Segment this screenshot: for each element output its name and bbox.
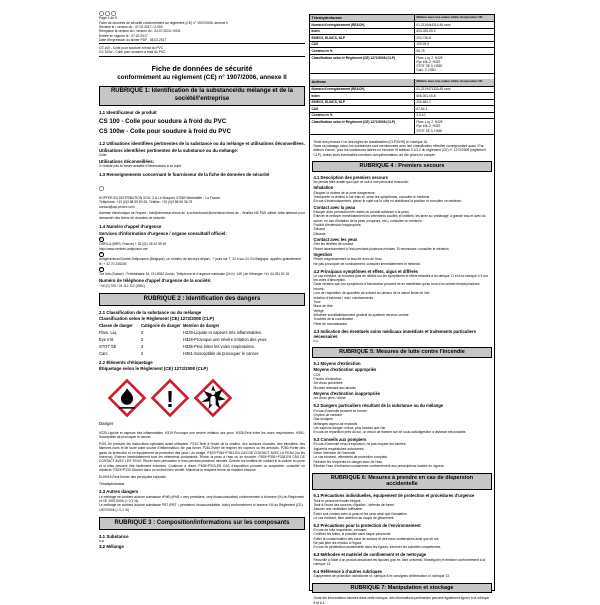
text-line: Éviter la contamination des eaux de surface et des eaux souterraines ainsi que du sol. [313,536,440,541]
classification-row [99,337,305,342]
cell: 67-64-1 [416,106,428,111]
section-4-header: RUBRIQUE 4 : Premiers secours [312,161,492,172]
text-line: Refroidir les récipients en danger avec de l'eau. [313,459,384,464]
personal-precaution-lines [314,499,491,521]
heading-3-1: 3.1 Substance [99,533,129,539]
cell: Contenu en % [310,113,415,119]
section-1-header: RUBRIQUE 1: Identification de la substance/du mélange et de la société/l'entreprise [99,86,305,106]
svg-text:!: ! [166,385,174,412]
header-meta-line: Date d'impression du fichier PDF : 08.02.2017 [99,37,167,42]
cell: 01-2119471330-49-xxxx [416,87,451,92]
classification-label: Classification selon le Règlement (CE) 1272/2008 (CLP) [310,119,415,133]
document-stamp-icons [99,11,305,16]
cell: 203-726-8 [416,35,431,40]
heading-inhalation: Inhalation [313,185,334,191]
text-line: En cas de fuite importante, colmater. [313,528,368,533]
ghs-exclamation-icon [151,379,189,417]
unsuitable-media-lines [314,396,491,400]
heading-6-1: 6.1 Précautions individuelles, équipement de protection et procédures d'urgence [313,493,475,499]
heading-1-3: 1.3 Renseignements concernant le fournisseur de la fiche de données de sécurité [99,172,270,178]
heading-2-2: 2.2 Éléments d'étiquetage [99,359,153,365]
emergency-line: Tox Info (Suisse) - Freiestrasse 16, CH-8032 Zurich. Téléphone et d'urgence nationale (24 h): 145 | de l'étranger +41 44 251 51 51 [99,272,290,277]
handling-storage-lines [314,596,491,605]
text-line: Éloigner la victime de la zone dangereuse. [313,190,376,195]
euh-statement: EUH019-Peut former des peroxydes explosifs. [99,474,167,479]
ingestion-lines [314,257,491,266]
text-line: En cas de répartition près du sol, un retour de flamme sur de sous-sols/digestion à distance est possible. [313,430,467,435]
substance-note: Matière avec une valeur limite d'exposition UE: [416,79,484,84]
heading-suitable-media: Moyens d'extinction appropriés [313,367,377,373]
text-line: Mélanges vapeur-air explosifs [313,421,358,426]
text-line: Toux [313,299,321,304]
cell: H335-Peut irriter les voies respiratoires. [183,344,255,350]
text-line: Appareils respiratoires autonomes. [313,446,365,451]
cell: CAS [310,42,415,48]
text-line: Le cas échéant, on trouvera plus de détails sur les symptômes et effets retardés à la rubrique 11 et à la rubrique 4.3 sur les voies d'absorption. [313,273,488,283]
text-line: En cas de pénétration accidentelle dans les égouts, informer les autorités compétentes. [313,545,442,550]
cell: 50-75 [416,49,425,53]
section-2-header: RUBRIQUE 2 : Identification des dangers [99,293,305,306]
cell: EINECS, ELINCS, NLP [310,35,415,41]
heading-identified-uses: Utilisations identifiées pertinentes de la substance ou du mélange: [99,147,239,153]
skin-lines [314,210,491,236]
document-subtitle: conformément au règlement (CE) n° 1907/2006, annexe II [117,73,287,81]
cell: Numéro d'enregistrement (REACH) [310,87,415,93]
text-line: Diluants [313,231,326,236]
emergency-belgium [99,257,305,266]
composition-note-line: Dans ce passage aussi, les substances sont mentionnées avec leur classification effective correspondant aussi ! Par ailleurs encore, pour les substances listées en l'annexe VI tableau 3.1/3.2 du règlement (CE) n° 1272/2008 (règlement CLP), toutes leurs éventuelles mentions complémentaires ont été prises en compte. [313,143,486,157]
heading-eye-contact: Contact avec les yeux [313,237,358,243]
hazard-statements: H225-Liquide et vapeurs très inflammables. H319-Provoque une sévère irritation des yeux. H335-Peut irriter les voies respiratoires. H351-Susceptible de provoquer le cancer. [99,430,305,440]
precautionary-statements: P201-Se procurer les instructions spéciales avant utilisation. P210-Tenir à l'écart de la chaleur, des surfaces chaudes, des étincelles, des flammes nues et de toute autre source d'inflammation. Ne pas fumer. P261-Éviter de respirer les vapeurs ou les aérosols. P280-Porter des gants de protection et un équipement de protection des yeux / du visage. P303+P361+P353-EN CAS DE CONTACT AVEC LA PEAU (ou les cheveux): Enlever immédiatement tous les vêtements contaminés. Rincer la peau à l'eau ou se doucher. P305+P351+P338-EN CAS DE CONTACT AVEC LES YEUX: Rincer avec précaution à l'eau pendant plusieurs minutes. Enlever les lentilles de contact si la victime en porte et si elles peuvent être facilement enlevées. Continuer à rincer. P308+P313-EN CAS d'exposition prouvée ou suspectée: consulter un médecin. P403+P233-Stocker dans un endroit bien ventilé. Maintenir le récipient fermé de manière étanche. [99,441,305,472]
text-line: Enlever et nettoyer immédiatement les vêtements souillés et imbibés; les laver au 'prélavage' à grande eau et avec du savon; en cas d'irritation de la peau (rougeurs, etc.), consulter un médecin. [313,214,486,223]
emergency-line: Antigifcentrum/Centre Antipoisons (Belgique), un numéro de secours départ : 7 jours sur 7, 24 h sur 24. En Belgique, appelez gratuitement le: + 32 70 245245 [99,257,301,266]
cell: H351-Susceptible de provoquer le cancer. [183,351,260,357]
text-line: Confiner les fuites, si possible sans risque personnel. [313,532,392,537]
cell: Contenu en % [310,48,415,54]
heading-1-2: 1.2 Utilisations identifiées pertinentes de la substance ou du mélange et utilisations déconseillées. [99,141,305,147]
ghs-pictograms [108,379,305,417]
text-line: Éviter tout contact avec la peau et les yeux ainsi que l'inhalation. [313,511,408,516]
product-name: CS 100w - Colle pour soudure à froid du PVC [99,127,232,135]
cell: Index [310,29,415,35]
classification-line: STOT SE 3, H336 [416,128,442,133]
emergency-line: http://www.centres-antipoison.net [99,246,148,251]
text-line: Dans certains cas, les symptômes d'intoxication peuvent ne se manifester qu'au bout d'un certain temps/plusieurs heures. [313,282,480,291]
supplier-info [99,196,305,209]
cell: Eye Irrit. [99,337,115,343]
document-title: Fiche de données de sécurité [151,63,253,73]
substance-name: Tétrahydrofurane [310,15,415,21]
classification-row [99,330,305,335]
heading-2-3: 2.3 Autres dangers [99,489,139,495]
section-6 [314,493,491,578]
supplier-line: contact@wp-protec.com [99,204,135,209]
advised-against-text: Il n'existe pas à l'heure actuelle d'informations à ce sujet. [99,164,182,169]
header-meta [99,21,305,43]
medical-attention-value: n.c. [313,339,319,343]
header-meta-line: Révisée le / version du : 07.02.2017 / 0.000 [99,24,163,29]
cell: Carc. [99,351,109,357]
header-product-line: CS 100w - Colle pour soudure à froid du PVC [99,49,166,54]
eye-lines [314,242,491,251]
special-hazard-lines [314,409,491,435]
flag-switzerland-icon: CH [99,268,103,271]
text-line: Influence sur/affaiblissement général du système nerveux central [313,312,409,317]
labelling-substance-note: Tétrahydrofurane [99,481,125,486]
divider [99,43,305,44]
heading-3-2: 3.2 Mélange [99,544,124,550]
text-line: Rincer abondamment à l'eau pendant plusieurs minutes. Si nécessaire, consulter le médecin. [313,246,450,251]
text-line: En cas d'évanouissement, placer le sujet sur le côté en stabilisant la position et consulter un médecin. [313,199,463,204]
flag-belgium-icon: B [100,253,103,256]
text-line: Jet d'eau pulvérisée [313,381,343,386]
heading-4-2: 4.2 Principaux symptômes et effets, aigus et différés [313,268,418,274]
text-line: Transporter la victime à l'air frais et, selon les symptômes, consulter le médecin. [313,195,431,200]
cell: 2 [141,337,144,343]
heading-clp-classification: Classification selon le Règlement (CE) 1272/2008 (CLP) [99,316,214,322]
header-meta-line: Remplace la version du / version du : 24.07.2015 / 0001 [99,29,181,34]
text-line: Équipement de protection individuelle cf. rubrique 8 et consignes d'élimination cf. rubrique 13. [313,574,450,579]
emergency-switzerland [99,272,305,276]
cell: 2,5-10 [416,113,426,118]
classification-line: Flam. Liq. 2, H225 [416,55,443,60]
substance-table-header [310,79,494,86]
ghs-flame-icon [108,379,146,417]
classification-line: Eye Irrit. 2, H319 [416,124,441,129]
section-7 [314,596,491,605]
text-line: Recueillir à l'aide d'un produit absorbant les liquides (par ex. liant universel, Kieselguhr) et éliminer conformément à la rubrique 13. [313,557,486,566]
cell: H319-Provoque une sévère irritation des yeux. [183,337,268,343]
classification-values [415,55,494,74]
text-line: Poudre d'extinction [313,377,342,382]
cell: 603-025-00-0 [416,29,436,34]
cell: Catégorie de danger [141,323,181,329]
text-line: Tenir à l'écart des sources d'ignition - défense de fumer. [313,502,395,507]
text-line: Vertige [313,308,324,313]
heading-6-4: 6.4 Référence à d'autres rubriques [313,568,382,574]
product-names [99,117,305,136]
text-line: Ne pas provoquer de vomissement, consulter immédiatement le médecin. [313,261,422,266]
text-line: Mousse résistant aux alcools [313,385,356,390]
header-meta-line: Entrée en vigueur le : 07.02.2017 [99,33,148,38]
heading-5-3: 5.3 Conseils aux pompiers [313,437,367,443]
cell: 200-662-2 [416,100,431,105]
heading-advised-against: Utilisations déconseillées: [99,158,155,164]
classification-table [99,323,305,356]
certification-stamp-icon [99,11,104,16]
section-5-header: RUBRIQUE 5: Mesures de lutte contre l'incendie [312,347,492,358]
supplier-logo-icon [99,186,104,191]
classification-line: STOT SE 3, H335 [416,64,442,69]
other-hazards [99,495,305,512]
classification-line: Flam. Liq. 2, H225 [416,120,443,124]
text-line: Rincer soigneusement la bouche avec de l'eau. [313,257,383,262]
company-phone: +49 (0) 700 / 24 112 112 (GBK) [99,283,145,288]
cell: 2 [141,330,144,336]
heading-2-1: 2.1 Classification de la substance ou du mélange [99,309,202,315]
section-6-header: RUBRIQUE 6: Mesures à prendre en cas de dispersion accidentelle [312,473,492,491]
heading-6-2: 6.2 Précautions pour la protection de l'environnement [313,522,421,528]
cell: Flam. Liq. [99,330,117,336]
environment-precaution-lines [314,528,491,550]
symptom-lines [314,274,491,326]
text-line: Gaz toxiques [313,417,333,422]
ghs-health-hazard-icon [194,379,232,417]
heading-6-3: 6.3 Méthodes et matériel de confinement et de nettoyage [313,552,427,558]
cleanup-lines [314,558,491,567]
other-hazard-line: Le mélange ne contient aucune substance PBT (PBT = persistent, bioaccumulative, toxic) conformément à l'annexe XIII du Règlement (CE) 1907/2006 (< 0,1 %). [99,503,303,512]
section-5 [314,361,491,468]
substance-rows [310,87,494,120]
substance-table-thf [310,15,494,74]
header-meta-line: Fiche de données de sécurité conformément au règlement (CE) n° 1907/2006, annexe II [99,20,229,25]
substance-name: Acétone [310,79,415,85]
substance-table-header [310,15,494,22]
text-line: Solvant [313,227,325,232]
heading-1-4: 1.4 Numéro d'appel d'urgence [99,224,162,230]
text-line: Tenir le personnel inutile éloigné. [313,498,362,503]
section-7-header: RUBRIQUE 7: Manipulation et stockage [312,583,492,594]
text-line: Ne pas jeter les résidus à l'égout. [313,541,363,546]
cell: Numéro d'enregistrement (REACH) [310,22,415,28]
text-line: Outre les informations fournies dans cette rubrique, des informations pertinentes peuvent également figurer à la rubrique 8 et 6.1. [313,596,490,605]
text-line: Jet d'eau plein / direct [313,396,346,401]
heading-4-3: 4.3 Indication des éventuels soins médicaux immédiats et traitements particuliers nécessaires [313,328,476,339]
substance-classification-row [310,119,494,133]
heading-emergency-services: Services d'information d'urgence / organe consultatif officiel: [99,230,227,236]
text-line: Le cas échéant, faire attention au risque de glissement. [313,515,395,520]
supplier-line: Téléphone: +33 (0)3 88 59 50 25, Téléfax: +33 (0)3 88 59 36 75 [99,200,193,205]
emergency-france [99,242,305,251]
text-line: Troubles de la coordination [313,317,354,322]
text-line: Selon l'étendue de l'incendie [313,451,356,456]
heading-company-phone: Numéro de téléphone d'appel d'urgence de la société: [99,278,212,284]
heading-5-2: 5.2 Dangers particuliers résultant de la substance ou du mélange [313,403,444,409]
classification-row [99,344,305,349]
text-line: Les vapeurs danger: mieux, plus lourdes que l'air [313,425,386,430]
page-2 [309,14,495,605]
cell: H225-Liquide et vapeurs très inflammables. [183,330,262,336]
cell: STOT SE [99,344,117,350]
expert-email-note: Adresse électronique de l'expert : info@chemical-check.de, k.schnurbusch@chemical-check.de - Veuillez NE PAS utiliser cette adresse pour demander des fiches de données de sécurité. [99,211,305,220]
section-3-header: RUBRIQUE 3 : Composition/informations sur les composants [99,517,305,530]
page-marker: Page 1 de 9 [99,16,117,21]
cell: Classe de danger [99,323,133,329]
heading-4-1: 4.1 Description des premiers secours [313,174,388,180]
reference-lines [314,574,491,578]
cell: 2 [141,351,144,357]
divider [99,56,305,57]
text-line: Produit d'extension inappropriés: [313,223,362,228]
text-line: Lors de l'aspiration de quantités de solvant au-dessus de la valeur limite de l'air: [313,291,431,296]
heading-5-1: 5.1 Moyens d'extinction [313,361,361,367]
substance-table-acetone [310,79,494,134]
section-4 [314,175,491,343]
heading-ingestion: Ingestion [313,252,333,257]
text-line: En cas d'incendie peuvent se former: [313,408,368,413]
classification-row [99,323,305,328]
product-name: CS 100 - Colle pour soudure à froid du PVC [99,118,227,125]
classification-line: Eye Irrit. 2, H319 [416,59,441,64]
heading-unsuitable-media: Moyens d'extinction inappropriés [313,391,381,397]
composition-note-line: Texte des phrases H et des règles de classification (CLP/GHS) cf. rubrique 16. [313,139,429,144]
other-hazard-line: Le mélange ne contient aucune substance vPvB (vPvB = very persistent, very bioaccumulative) conformément à la teneur (%) du Règlement et CE 1907/2006 (< 0,1 %). [99,494,305,504]
text-line: CO2 [313,372,321,377]
text-line: Éliminer l'eau d'extinction contaminée conformément aux prescriptions locales en vigueur. [313,464,445,469]
classification-row [99,351,305,356]
text-line: Perte de connaissance [313,321,348,326]
substance-na: n.a. [99,539,105,544]
emergency-line: ORFILA (INRS, France) + 33 (0)1 45 42 59 59 [99,242,167,247]
heading-clp-labelling: Étiquetage selon le Règlement (CE) 1272/2008 (CLP) [99,366,208,372]
header-product-line: CS 100 - Colle pour soudure à froid du PVC [99,45,164,50]
inhalation-lines [314,191,491,204]
firefighter-advice-lines [314,442,491,468]
text-line: Assurer une ventilation suffisante. [313,507,363,512]
text-line: Essuyer avec précaution les restes du produit adhérant à la peau. [313,210,410,214]
cell: 01-2119444314-46-xxxx [416,22,451,27]
flag-france-icon: F [100,238,102,241]
certification-stamp-icon [105,11,110,16]
text-line: Maux de tête [313,304,333,309]
classification-line: Carc. 2, H351 [416,68,437,73]
suitable-media-lines [314,373,491,390]
text-line: Oxydes de carbone [313,412,343,417]
certification-stamp-icon [111,11,116,16]
text-line: Le cas échéant, vêtements de protection complets. [313,455,388,460]
composition-notes [314,140,491,157]
heading-1-1: 1.1 Identificateur de produit [99,109,157,115]
cell: 3 [141,344,144,350]
cell: 606-001-00-8 [416,93,436,98]
supplier-line: KOPFER EU DISTRIBUTION SOU, Z.A Le Bosquet, 67580 Mertzwiller - La France [99,195,221,200]
heading-skin-contact: Contact avec la peau [313,204,356,210]
text-line: Ôter les lentilles de contact. [313,242,354,247]
classification-values [415,119,494,133]
substance-note: Matière avec une valeur limite d'exposition UE: [416,14,484,19]
text-line: Irritation d'estomac / mal / vomissements [313,295,374,300]
cell: EINECS, ELINCS, NLP [310,100,415,106]
header-products [99,46,305,55]
classification-label: Classification selon le Règlement (CE) 1272/2008 (CLP) [310,55,415,74]
text-line: En cas d'incendie et/ou d'explosion, ne pas respirer les fumées. [313,442,407,447]
page-1 [99,11,305,550]
cell: CAS [310,106,415,112]
substance-rows [310,22,494,55]
substance-classification-row [310,55,494,74]
identified-use: Colle [99,153,107,158]
cell: 109-99-9 [416,42,430,47]
first-aid-intro: Ne jamais faire avaler quoi que ce soit à une personne évanouie! [313,180,409,185]
cell: Mention de danger [183,323,220,329]
signal-word: Danger [99,420,114,426]
cell: Index [310,93,415,99]
